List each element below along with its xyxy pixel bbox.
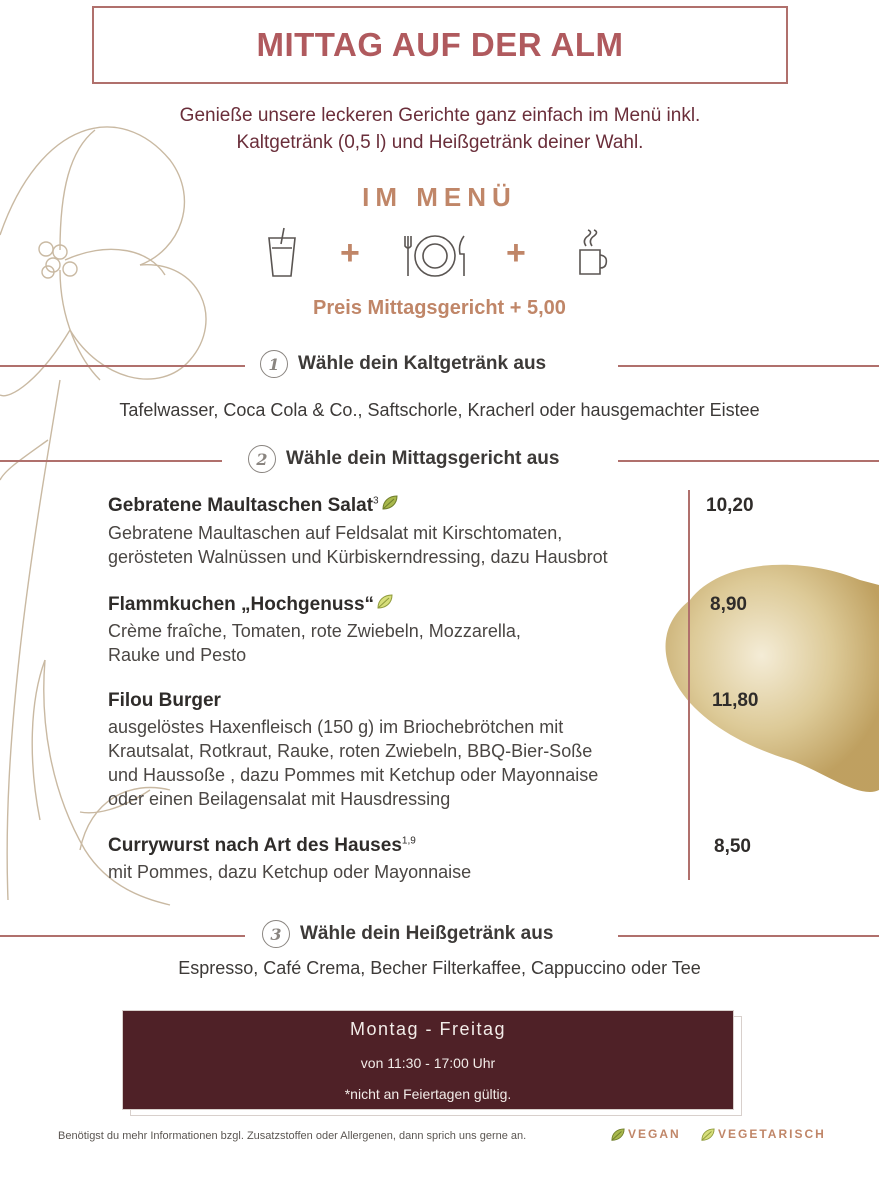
menu-price-line: Preis Mittagsgericht + 5,00 (313, 297, 566, 319)
step-3-label: Wähle dein Heißgetränk aus (300, 923, 554, 944)
legend-vegetarian: VEGETARISCH (700, 1127, 826, 1142)
title-box (92, 6, 788, 84)
step-2-label: Wähle dein Mittagsgericht aus (286, 448, 560, 469)
allergen-note: Benötigst du mehr Informationen bzgl. Zusatzstoffen oder Allergenen, dann sprich uns gerne an. (58, 1130, 527, 1142)
step-number-1: 1 (260, 350, 288, 378)
intro-line-2: Kaltgetränk (0,5 l) und Heißgetränk deiner Wahl. (236, 132, 644, 153)
vegan-leaf-icon (610, 1128, 626, 1142)
step-number-3: 3 (262, 920, 290, 948)
step-number-2: 2 (248, 445, 276, 473)
plus-sign-2: + (506, 234, 526, 272)
dish-name: Flammkuchen „Hochgenuss“ (108, 594, 394, 616)
plus-sign-1: + (340, 234, 360, 272)
hours-days: Montag - Freitag (349, 1019, 507, 1039)
cold-drink-options: Tafelwasser, Coca Cola & Co., Saftschorle, Kracherl oder hausgemachter Eistee (119, 400, 760, 420)
vegetarian-leaf-icon (376, 594, 394, 616)
dish-name: Currywurst nach Art des Hauses$^{1,9}$ (108, 835, 416, 856)
hot-drink-options: Espresso, Café Crema, Becher Filterkaffee, Cappuccino oder Tee (178, 958, 701, 978)
watercolor-blob (666, 565, 879, 792)
opening-hours-box (122, 1010, 734, 1110)
dish-price: 8,50 (714, 836, 751, 857)
divider (618, 365, 879, 367)
intro-line-1: Genieße unsere leckeren Gerichte ganz einfach im Menü inkl. (179, 105, 701, 126)
divider (0, 365, 245, 367)
dish-description: mit Pommes, dazu Ketchup oder Mayonnaise (108, 862, 472, 882)
dish-description: Crème fraîche, Tomaten, rote Zwiebeln, Mozzarella, Rauke und Pesto (108, 621, 521, 665)
divider (0, 935, 245, 937)
step-2-heading (248, 445, 559, 473)
page-title: MITTAG AUF DER ALM (256, 26, 624, 63)
hot-cup-icon (576, 228, 610, 278)
hours-note: *nicht an Feiertagen gültig. (344, 1086, 512, 1102)
divider (0, 460, 222, 462)
dish-price: 11,80 (712, 690, 759, 711)
cold-drink-icon (266, 226, 298, 280)
dish-description: Gebratene Maultaschen auf Feldsalat mit Kirschtomaten, gerösteten Walnüssen und Kürbiskerndressing, dazu Hausbrot (108, 523, 608, 567)
plate-cutlery-icon (402, 230, 470, 282)
vegetarian-leaf-icon (700, 1128, 716, 1142)
dish-description: ausgelöstes Haxenfleisch (150 g) im Briochebrötchen mit Krautsalat, Rotkraut, Rauke, roten Zwiebeln, BBQ-Bier-Soße und Haussoße , dazu Pommes mit Ketchup oder Mayonnaise oder einen Beilagensalat mit Hausdressing (108, 717, 599, 809)
dish-name: Filou Burger (108, 690, 221, 711)
step-1-label: Wähle dein Kaltgetränk aus (298, 353, 547, 374)
dish-name: Gebratene Maultaschen Salat$^3$ (108, 495, 399, 517)
divider (618, 935, 879, 937)
menu-heading: IM MENÜ (362, 182, 517, 212)
dish-price: 8,90 (710, 594, 747, 615)
divider (618, 460, 879, 462)
legend-vegan: VEGAN (610, 1127, 681, 1142)
dish-price: 10,20 (706, 495, 754, 516)
step-3-heading (262, 920, 553, 948)
vegan-leaf-icon (381, 495, 399, 517)
price-column-divider (688, 490, 690, 880)
hours-time: von 11:30 - 17:00 Uhr (360, 1055, 496, 1071)
step-1-heading (260, 350, 546, 378)
